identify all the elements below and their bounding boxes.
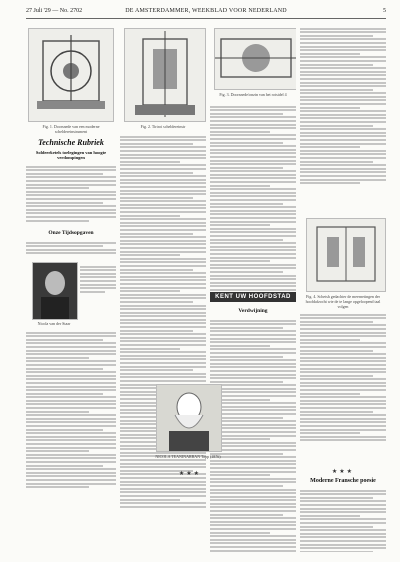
figure-4-diagram: [306, 218, 386, 292]
article-text-block: [300, 312, 386, 443]
section-divider-stars: ★★★: [178, 470, 202, 477]
article-text-block: [80, 264, 116, 294]
figure-1-diagram: [28, 28, 114, 122]
portrait-icon: [157, 385, 221, 451]
figure-3-caption: Fig. 3. Doorsnede/onzin van het rotsidel 4: [219, 92, 287, 97]
page-header: [26, 6, 386, 19]
figure-3-diagram: [214, 28, 296, 90]
section-heading-tijdsopgaven: Onze Tijdsopgaven: [48, 230, 94, 236]
portrait-icon: [33, 263, 77, 319]
section-heading-moderne-poesie: Moderne Fransche poesie: [310, 478, 376, 484]
apparatus-icon: [125, 29, 205, 121]
inset-banner: KENT UW HOOFDSTAD: [210, 292, 296, 302]
article-text-block: [26, 330, 116, 490]
header-page-number: 5: [383, 8, 386, 14]
article-text-block: [26, 164, 116, 223]
article-text-block: [300, 488, 386, 552]
section-subheading: Soldeerketels toelegingen van hoogte verdompingen: [35, 150, 107, 160]
section-divider-stars: ★★★: [331, 468, 355, 475]
header-title: DE AMSTERDAMMER, WEEKBLAD VOOR NEDERLAND: [125, 8, 287, 14]
figure-1-caption: Fig. 1. Doorsnede van een moderne scheldereinstrument: [42, 124, 100, 134]
portrait-photo-2: [156, 384, 222, 452]
figure-4-caption: Fig. 4. Schetsh gedachter de meernetingen der hoofdafzocht wie de te lange opgeloopend taal volgen: [305, 294, 381, 309]
rotor-section-icon: [215, 29, 296, 89]
column-1: [26, 22, 116, 552]
section-heading-verdwijning: Verdwijning: [238, 308, 268, 314]
column-4: [300, 22, 386, 552]
header-date: 27 Juli '29 — No. 2702: [26, 8, 83, 14]
section-heading-technische-rubriek: Technische Rubriek: [38, 138, 104, 147]
column-3: [210, 22, 296, 552]
article-text-block: [210, 318, 296, 552]
figure-2-diagram: [124, 28, 206, 122]
article-text-block: [300, 26, 386, 186]
machine-cross-section-icon: [29, 29, 113, 121]
portrait-photo-1: [32, 262, 78, 320]
figure-2-caption: Fig. 2. Tirtroi scheldereinstr: [140, 124, 186, 129]
structure-diagram-icon: [307, 219, 385, 291]
portrait-1-caption: Nicola van der Staar: [37, 321, 71, 326]
article-text-block: [26, 240, 116, 256]
article-text-block: [210, 104, 296, 300]
portrait-2-caption: NICOLA TEANINARBAN Tapp (1876): [155, 454, 221, 459]
